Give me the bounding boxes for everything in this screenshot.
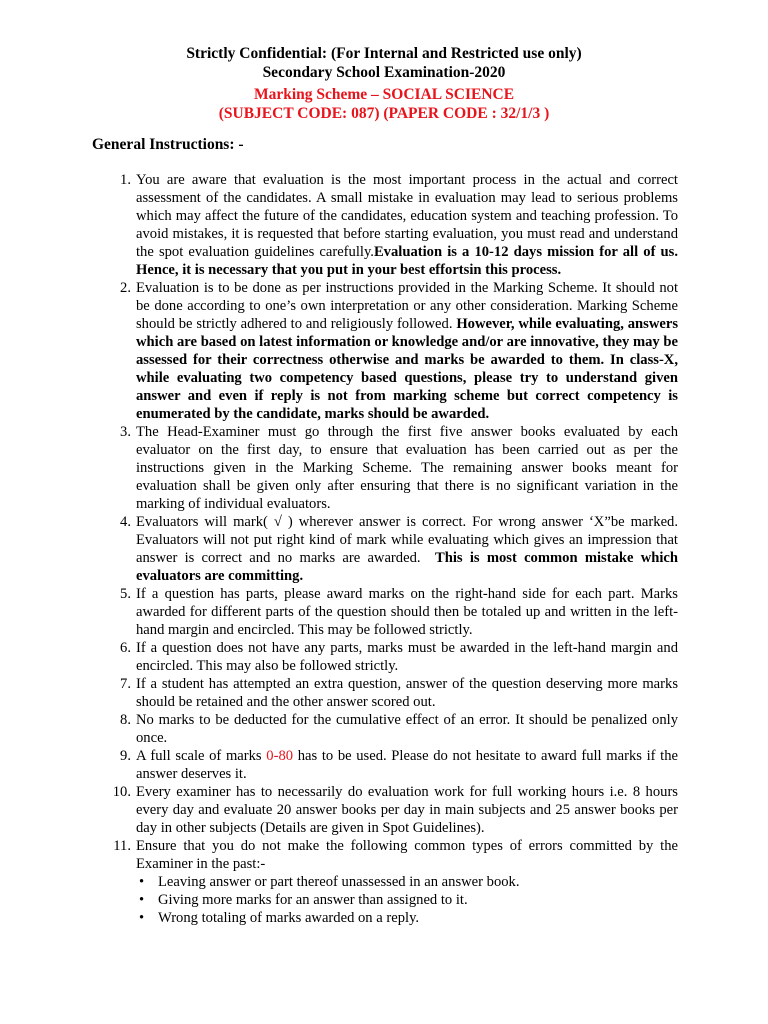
document-header [0,44,768,123]
common-errors-list [136,873,678,927]
instruction-item: 10. Every examiner has to necessarily do evaluation work for full working hours i.e. 8 hours every day and evaluate 20 answer books per day in main subjects and 25 answer books per day in other subjects (Details are given in Spot Guidelines). [112,784,678,836]
bullet-icon: • [139,874,145,890]
instruction-item: 4. Evaluators will mark( √ ) wherever answer is correct. For wrong answer ‘X”be marked. Evaluators will not put right kind of mark while evaluating which gives an impression that answer is correct and no marks are awarded. This is most common mistake which evaluators are committing. [120,514,679,584]
instruction-item: 5. If a question has parts, please award marks on the right-hand side for each part. Marks awarded for different parts of the question should then be totaled up and written in the left-hand margin and encircled. This may be followed strictly. [120,586,678,638]
confidential-notice: Strictly Confidential: (For Internal and Restricted use only) [186,45,582,62]
instruction-item: 7. If a student has attempted an extra question, answer of the question deserving more marks should be retained and the other answer scored out. [120,676,678,710]
instruction-item: 2. Evaluation is to be done as per instructions provided in the Marking Scheme. It should not be done according to one’s own interpretation or any other consideration. Marking Scheme should be strictly adhered to and religiously followed. However, while evaluating, answers which are based on latest information or knowledge and/or are innovative, they may be assessed for their correctness otherwise and marks be awarded to them. In class-X, while evaluating two competency based questions, please try to understand given answer and even if reply is not from marking scheme but correct competency is enumerated by the candidate, marks should be awarded. [120,280,678,422]
bullet-item: • Wrong totaling of marks awarded on a reply. [139,910,420,926]
instruction-item: 3. The Head-Examiner must go through the first five answer books evaluated by each evaluator on the first day, to ensure that evaluation has been carried out as per the instructions given in the Marking Scheme. The remaining answer books meant for evaluation shall be given only after ensuring that there is no significant variation in the marking of individual evaluators. [120,424,678,512]
instruction-item: 1. You are aware that evaluation is the most important process in the actual and correct assessment of the candidates. A small mistake in evaluation may lead to serious problems which may affect the future of the candidates, education system and teaching profession. To avoid mistakes, it is requested that before starting evaluation, you must read and understand the spot evaluation guidelines carefully.Evaluation is a 10-12 days mission for all of us. Hence, it is necessary that you put in your best effortsin this process. [120,172,679,278]
marks-range: 0-80 [266,748,294,764]
bullet-item: • Leaving answer or part thereof unassessed in an answer book. [139,874,520,890]
bullet-item: • Giving more marks for an answer than assigned to it. [139,892,468,908]
instructions-list [112,171,678,927]
bullet-icon: • [139,910,145,926]
general-instructions-heading: General Instructions: - [92,136,244,153]
instruction-item: 8. No marks to be deducted for the cumulative effect of an error. It should be penalized only once. [120,712,678,746]
subject-paper-code: (SUBJECT CODE: 087) (PAPER CODE : 32/1/3 ) [218,105,550,122]
instruction-item: 11. Ensure that you do not make the following common types of errors committed by the Examiner in the past:- • Leaving answer or part thereof unassessed in an answer book. • Giving more marks for an answer than assigned to it. • Wrong totaling of marks awarded on a reply. [113,838,678,926]
instruction-item: 9. A full scale of marks 0-80 has to be used. Please do not hesitate to award full marks if the answer deserves it. [120,748,678,782]
bullet-icon: • [139,892,145,908]
exam-title: Secondary School Examination-2020 [262,64,506,81]
marking-scheme-title: Marking Scheme – SOCIAL SCIENCE [253,86,515,103]
instruction-item: 6. If a question does not have any parts, marks must be awarded in the left-hand margin and encircled. This may also be followed strictly. [120,640,678,674]
